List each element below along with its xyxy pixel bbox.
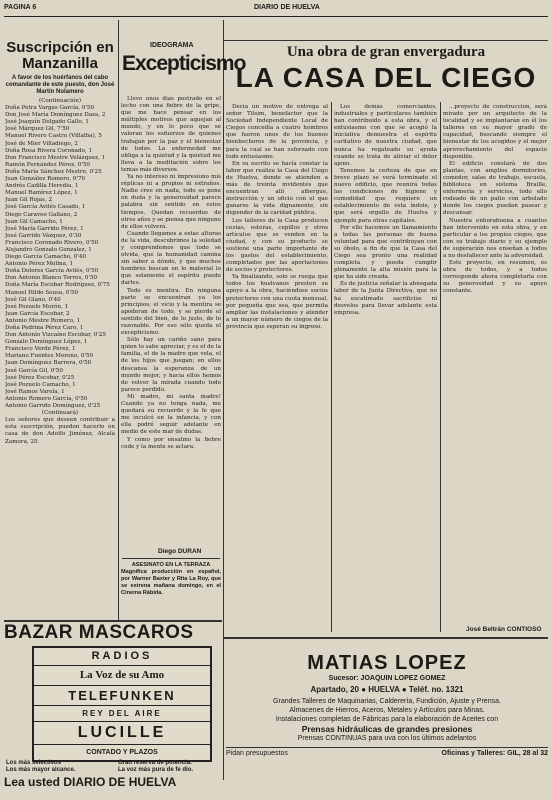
donor-item: Doña Petra Vargas García, 0'50	[5, 105, 95, 112]
donor-item: José Pozuelo Morón, 1	[5, 303, 69, 310]
radio-line: LUCILLE	[34, 722, 210, 745]
donor-item: Juan Gil Camacho, 1	[5, 218, 63, 225]
donor-item: Antonio Romero García, 0'50	[5, 395, 88, 402]
donor-item: Antonio Mestre Romero, 1	[5, 317, 81, 324]
paragraph: ...proyecto de construcción, será mirado por un arquitecto de la localidad y se implantarán en él los talleres en su mayor grado de capacidad, buscando siempre el bienestar de los acogidos y el mejor aprovechamiento del espacio disponible.	[443, 104, 547, 160]
radio-line: REY DEL AIRE	[34, 706, 210, 722]
donor-list	[5, 105, 115, 410]
paragraph: Sólo hay un cariño sano para quien lo sabe apreciar, y es el de la familia, el de la madre que vela, el de los hijos que juegan; en ellos descansa la esperanza de un mundo mejor, y hacia ellos hemos de volver la mirada cuando todo parece perdido.	[121, 337, 221, 393]
article-title: Suscripción en Manzanilla	[6, 40, 114, 72]
paragraph: Ya no intereso ni impresiono mis réplicas ni a propios ni extraños. Nadie cree en nada, todo se pone en duda y la generosidad parece palabra sin sentido en estos tiempos. Quedan recuerdos de otros años y se piensa que ninguno de ellos volverá.	[121, 174, 221, 230]
ad-press: Prensas hidráulicas de grandes presiones	[301, 724, 473, 734]
paragraph: Los demás comerciantes, industriales y particulares también han contribuido a esta obra, y el entusiasmo con que se acogió la iniciativa demuestra el espíritu caritativo de nuestra ciudad, que nunca ha regateado su ayuda cuando se trata de aliviar el dolor ajeno.	[334, 104, 437, 167]
donor-item: Doña María Sánchez Mestre, 0'25	[5, 168, 102, 175]
ad-matias-lopez	[226, 652, 548, 762]
film-note	[121, 562, 221, 618]
donor-item: Don Antonio Blanco Torres, 0'50	[5, 275, 98, 282]
section-rule	[122, 558, 220, 559]
paragraph: En su escrito se hacía constar la labor que realiza la Casa del Ciego de Huelva, donde se atienden a más de treinta invidentes que encuentran allí albergue, instrucción y un oficio con el que ganarse la vida dignamente, sin depender de la caridad pública.	[226, 160, 328, 217]
page-number: PAGINA 6	[4, 4, 37, 11]
donor-item: Gonzalo Domínguez López, 1	[5, 339, 88, 346]
donor-item: José Pérez Escobar, 0'25	[5, 374, 75, 381]
ad-text: Almacenes de Hierros, Aceros, Metales y Artículos para Minas.	[289, 707, 485, 714]
main-article-column-1	[226, 104, 328, 634]
donor-item: José de Mier Villadiego, 2	[5, 140, 78, 147]
main-article-column-2	[334, 104, 437, 634]
paragraph: Cuando llegamos a estas alturas de la vida, descubrimos la soledad y comprendemos que todo se olvida, que la humanidad camina sin saber a dónde, y que muchos hombres buscan en lo material lo que solamente el espíritu puede darles.	[121, 230, 221, 287]
donor-item: José Joaquín Delgado Gallo, 1	[5, 119, 89, 126]
continuation-note: (Continuación)	[38, 98, 82, 104]
main-kicker: Una obra de gran envergadura	[286, 44, 486, 60]
ad-address: Apartado, 20 ● HUELVA ● Teléf. no. 1321	[310, 685, 464, 694]
donor-item: Juan Gil Rojas, 2	[5, 197, 53, 204]
ad-footer-left: Pidan presupuestos	[226, 750, 288, 757]
donor-item: Diego García Camacho, 0'40	[5, 254, 86, 261]
article-intro: A favor de los huérfanos del cabo comandante de este puesto, don José Martín Nolamero	[5, 75, 115, 95]
donor-item: José Ramos Varela, 1	[5, 388, 65, 395]
paper-name: DIARIO DE HUELVA	[254, 4, 320, 11]
donor-item: José García Avilés Casado, 1	[5, 204, 86, 211]
ad-bazar-note-right: Gran reserva de potencia. La voz más pura de fe dio.	[118, 760, 194, 773]
film-note-title: ASESINATO EN LA TERRAZA	[131, 562, 211, 568]
donor-item: Francisco Verde Pérez, 1	[5, 346, 76, 353]
donor-item: Manuel Hildo Sousa, 0'50	[5, 289, 79, 296]
donor-item: Juan González Romero, 0'70	[5, 176, 86, 183]
paragraph: Nuestra enhorabuena a cuantos han intervenido en esta obra, y en particular a los propios ciegos, que con su trabajo diario y su ejemplo de superación nos enseñan a todos a no desfallecer ante la adversidad.	[443, 217, 547, 259]
radio-line: TELEFUNKEN	[34, 686, 210, 706]
donor-item: Antonio Pérez Molina, 1	[5, 261, 74, 268]
donor-item: Don Francisco Mestre Velázquez, 1	[5, 154, 106, 161]
main-signature: José Beltrán CONTIOSO	[466, 626, 542, 633]
ad-bazar-title: BAZAR MASCAROS	[4, 622, 194, 643]
donor-item: Andrés Cadilla Heredia, 1	[5, 183, 79, 190]
donor-item: Francisco Coronado Rivero, 0'50	[5, 239, 99, 246]
end-note: (Continuará)	[41, 410, 79, 417]
radio-line: RADIOS	[34, 648, 210, 666]
article-excepticismo	[121, 96, 221, 528]
donor-item: Don Antonio Vizcaíno Escobar, 0'25	[5, 332, 106, 339]
paragraph: Es de justicia señalar la abnegada labor de la Junta Directiva, que no ha escatimado sacrificios ni desvelos para llevar adelante esta empresa.	[334, 281, 437, 316]
paragraph: Los talleres de la Casa producen cestas, esteras, cepillos y otros artículos que se venden en la ciudad, y con su producto se sostiene una parte importante de los gastos del establecimiento, completados por las aportaciones de socios y protectores.	[226, 217, 328, 274]
section-rule	[224, 637, 548, 639]
donor-item: José García Gil, 0'50	[5, 367, 63, 374]
paragraph: Por ello hacemos un llamamiento a todas las personas de buena voluntad para que contribuyan con su óbolo, a fin de que la Casa del Ciego sea pronto una realidad completa y pueda cumplir plenamente la alta misión para la que ha sido creada.	[334, 224, 437, 281]
donor-item: Manuel Rivero Castro (Villalba), 5	[5, 133, 102, 140]
column-rule	[331, 102, 332, 632]
radio-line: CONTADO Y PLAZOS	[86, 749, 158, 756]
column-rule	[223, 20, 224, 780]
paragraph: Mi madre, mi santa madre! Cuando ya no tenga nada, me quedará su recuerdo y la fe que me inculcó en la infancia, y con ella podré seguir adelante en medio de este mar de dudas.	[121, 393, 221, 436]
article-body	[121, 96, 221, 451]
donor-item: Juan Domínguez Barrera, 0'50	[5, 360, 92, 367]
donor-item: Alejandro Gonzalo Gonzalez, 1	[5, 246, 92, 253]
article-headline: Excepticismo	[122, 52, 246, 75]
article-suscripcion	[5, 40, 115, 618]
donor-item: Juan García Escobar, 2	[5, 310, 70, 317]
ad-press-2: Prensas CONTINUAS para uva con los últimos adelantos	[297, 735, 477, 742]
donor-item: Ramón Fernández Pérez, 0'50	[5, 161, 90, 168]
donor-item: José María Garrido Pérez, 1	[5, 225, 84, 232]
column-rule	[440, 102, 441, 632]
column-rule	[118, 20, 119, 620]
donor-item: Doña Pedrina Pérez Caro, 1	[5, 325, 84, 331]
donor-item: Doña Dolores García Avilés, 0'50	[5, 268, 99, 275]
paragraph: Este proyecto, en resumen, es obra de todos, y a todos corresponde ahora completarla con su generosidad y su apoyo constante.	[443, 260, 547, 295]
donor-item: José Márquez Gil, 7'50	[5, 126, 70, 133]
article-signature: Diego DURAN	[158, 548, 202, 555]
ad-successor: Sucesor: JOAQUIN LOPEZ GOMEZ	[328, 675, 446, 682]
section-rule	[224, 40, 548, 41]
donor-item: José Gil Glano, 0'40	[5, 296, 61, 303]
donor-item: José Garrido Vázquez, 0'30	[5, 232, 82, 239]
donor-item: Diego Caraveo Gallano, 2	[5, 211, 78, 218]
donor-item: Antonio Garrido Domínguez, 0'25	[5, 403, 101, 410]
paragraph: Llevo unos días postrado en el lecho con una fiebre de la gripe, que me hace pensar en los múltiples motivos que aquejan al mundo, y en lo poco que se valoran los esfuerzos de quienes trabajan por la paz y el bienestar de todos. La enfermedad me obliga a la quietud y la quietud me lleva a la meditación sobre los temas más diversos.	[121, 96, 221, 173]
main-headline: LA CASA DEL CIEGO	[235, 62, 537, 93]
radio-line: La Voz de su Amo	[34, 666, 210, 686]
donor-item: Doña Rosa Rivera Coronado, 1	[5, 147, 93, 154]
page-header	[4, 2, 548, 17]
section-kicker: IDEOGRAMA	[150, 42, 194, 49]
main-article-column-3	[443, 104, 547, 616]
donor-item: José Pozuelo Camacho, 1	[5, 381, 76, 388]
ad-footer	[226, 747, 548, 762]
paragraph: Tenemos la certeza de que en breve plazo se verá terminado el nuevo edificio, que reunirá todas las condiciones de higiene y comodidad que requiere un establecimiento de esta índole, y que será orgullo de Huelva y ejemplo para otras capitales.	[334, 167, 437, 224]
donor-item: Don José María Domínguez Daza, 2	[5, 112, 106, 119]
paragraph: Todo es mentira. En ninguna parte se encuentran ya los principios; el vicio y la mentira se apoderan de todo, y se pierde el sentido del bien, de lo justo, de lo razonable. Por eso sólo queda el excepticismo.	[121, 287, 221, 337]
ad-text: Grandes Talleres de Maquinarias, Calderería, Fundición, Ajuste y Prensa.	[273, 698, 501, 705]
donor-item: Manuel Ramírez López, 1	[5, 190, 78, 197]
paragraph: Y como por ensalmo la fiebre cede y la mente se aclara.	[121, 436, 221, 450]
paragraph: Decía un motivo de entrega al señor Tilsim, benefactor que la Sociedad Independiente Local de Ciegos concedía a cuatro hombres que fueron unos de los buenos bienhechores de la provincia, y para la cual se han esforzado con todo entusiasmo.	[226, 104, 328, 160]
film-note-text: Magnífica producción en español, por Warner Baxter y Rita La Roy, que se estrena mañana domingo, en el Cinema Rábida.	[121, 569, 221, 597]
ad-footer-right: Oficinas y Talleres: GIL, 28 al 32	[441, 750, 548, 757]
ad-company-name: MATIAS LOPEZ	[307, 652, 467, 674]
contribution-note: Los señores que deseen contribuir a esta suscripción, pueden hacerlo en casa de don Adolfo Jiménez, Alcalá Zamora, 25.	[5, 417, 115, 445]
footer-slogan: Lea usted DIARIO DE HUELVA	[4, 775, 177, 789]
ad-text: Instalaciones completas de Fábricas para la elaboración de Aceites con	[275, 716, 499, 723]
ad-radio-box	[32, 646, 212, 762]
donor-item: Mariano Fuentes Moreno, 0'50	[5, 353, 94, 360]
ad-bazar-note-left: Los más selectivos Los más mayor alcance.	[6, 760, 76, 773]
paragraph: El edificio constará de dos plantas, con amplios dormitorios, comedor, salas de trabajo, escuela, biblioteca en sistema Braille, enfermería y servicios, todo ello rodeado de un patio con arbolado donde los ciegos puedan pasear y descansar.	[443, 160, 547, 217]
paragraph: Ya finalizando, solo se ruega que todos los huelvanos presten su apoyo a la obra, haciéndose socios protectores con una cuota mensual, por pequeña que sea, que permita ampliar las instalaciones y atender a un mayor número de ciegos de la provincia que esperan su ingreso.	[226, 274, 328, 330]
donor-item: Doña María Escobar Rodríguez, 0'75	[5, 282, 110, 289]
